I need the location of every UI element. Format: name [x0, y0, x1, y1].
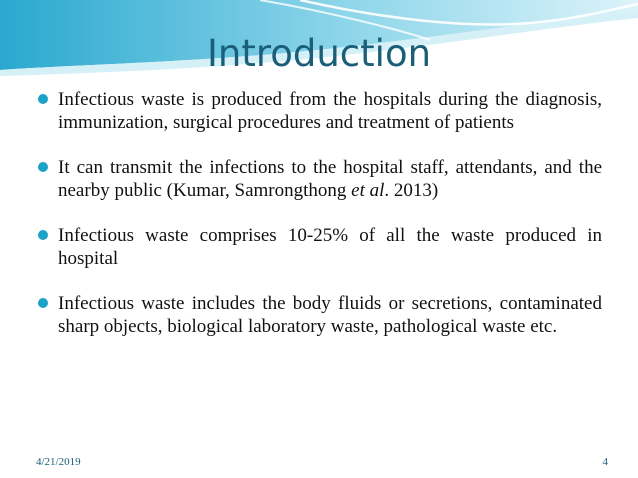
bullet-dot-icon: [38, 298, 48, 308]
bullet-dot-icon: [38, 162, 48, 172]
bullet-dot-icon: [38, 230, 48, 240]
bullet-text: Infectious waste is produced from the hospitals during the diagnosis, immunization, surgical procedures and treatment of patients: [58, 89, 602, 133]
bullet-item: [38, 224, 602, 270]
footer-date: 4/21/2019: [36, 456, 81, 468]
bullet-text-end: . 2013): [384, 180, 439, 201]
page-number: 4: [602, 456, 608, 468]
bullet-text: Infectious waste includes the body fluids or secretions, contaminated sharp objects, biological laboratory waste, pathological waste etc.: [58, 293, 602, 337]
bullet-text: [58, 156, 602, 202]
slide-title: Introduction: [206, 32, 432, 75]
bullet-item: [38, 156, 602, 202]
bullet-text-italic: et al: [351, 180, 385, 201]
bullet-item: [38, 292, 602, 338]
bullet-text: Infectious waste comprises 10-25% of all the waste produced in hospital: [58, 225, 602, 269]
bullet-text-main: It can transmit the infections to the hospital staff, attendants, and the nearby public (Kumar, Samrongthong: [58, 157, 602, 201]
bullet-list: [38, 88, 602, 360]
bullet-dot-icon: [38, 94, 48, 104]
bullet-item: [38, 88, 602, 134]
